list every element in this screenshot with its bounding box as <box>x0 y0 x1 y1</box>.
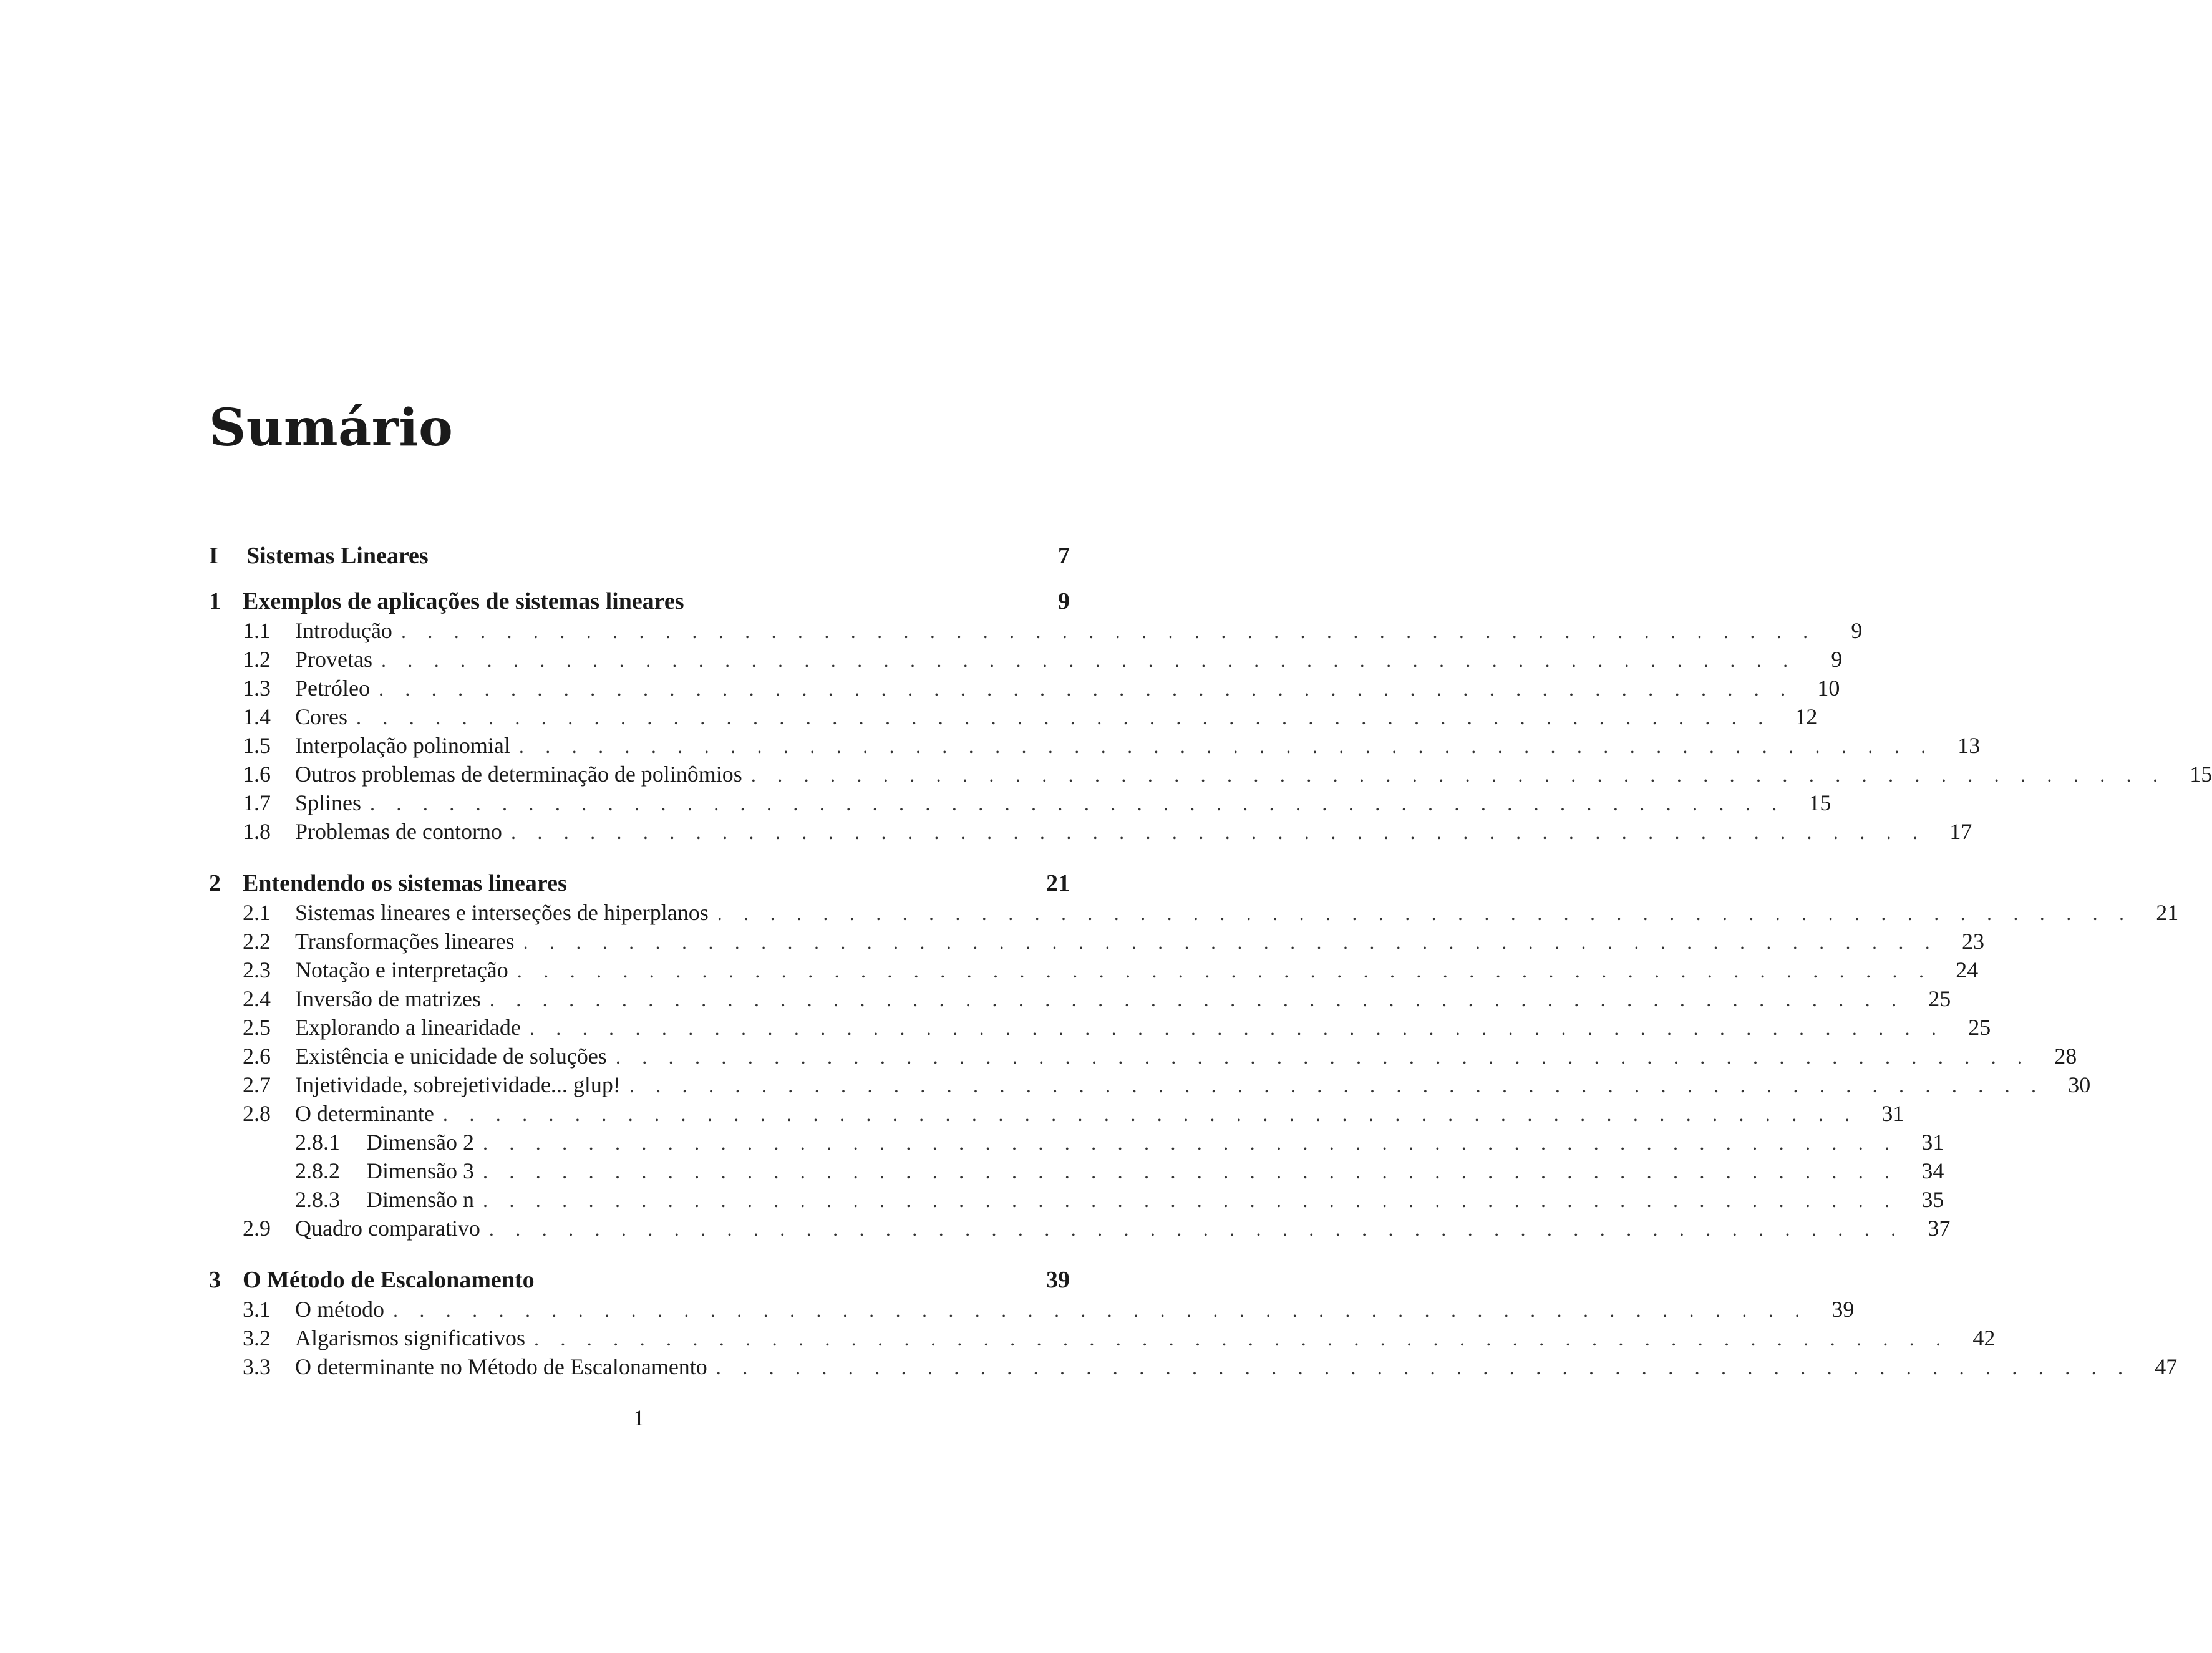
toc-section-1-4[interactable] <box>209 702 1818 731</box>
toc-section-3-1[interactable] <box>209 1295 1855 1324</box>
toc-section-1-5[interactable] <box>209 731 1981 760</box>
toc-chapter-page: 39 <box>1046 1267 1070 1293</box>
toc-section-page: 39 <box>1831 1297 1855 1322</box>
toc-dot-leader: . . . . . . . . . . . . . . . . . . . . . . . . . . . . . . . . . . . . . . . . . . . . . . . . . . . . . . <box>356 706 1772 729</box>
toc-section-2-8[interactable] <box>209 1099 1904 1128</box>
toc-section-number: 2.2 <box>243 929 271 954</box>
toc-chapter-number: 3 <box>209 1267 221 1293</box>
toc-section-page: 10 <box>1817 676 1840 700</box>
toc-dot-leader: . . . . . . . . . . . . . . . . . . . . . . . . . . . . . . . . . . . . . . . . . . . . . . . . . . . . . . <box>717 902 2133 924</box>
toc-section-1-2[interactable] <box>209 645 1843 674</box>
toc-section-number: 2.4 <box>243 986 271 1011</box>
toc-section-title: Cores <box>295 704 347 729</box>
toc-chapter-number: 1 <box>209 588 221 614</box>
toc-section-3-2[interactable] <box>209 1324 1996 1352</box>
toc-section-title: Quadro comparativo <box>295 1216 480 1241</box>
toc-section-page: 9 <box>1851 618 1863 643</box>
toc-section-number: 1.5 <box>243 733 271 758</box>
toc-part-number: I <box>209 543 218 569</box>
toc-dot-leader: . . . . . . . . . . . . . . . . . . . . . . . . . . . . . . . . . . . . . . . . . . . . . . . . . . . . . . <box>482 1160 1898 1183</box>
toc-section-title: Inversão de matrizes <box>295 986 481 1011</box>
toc-subsection-2-8-2[interactable] <box>209 1156 1944 1185</box>
toc-chapter-title: Entendendo os sistemas lineares <box>243 870 567 896</box>
toc-section-number: 1.8 <box>243 819 271 844</box>
toc-section-number: 2.1 <box>243 900 271 925</box>
toc-section-2-1[interactable] <box>209 898 2179 927</box>
toc-section-title: O método <box>295 1297 384 1322</box>
toc-section-number: 1.2 <box>243 647 271 672</box>
toc-section-number: 1.6 <box>243 762 271 787</box>
toc-dot-leader: . . . . . . . . . . . . . . . . . . . . . . . . . . . . . . . . . . . . . . . . . . . . . . . . . . . . . . <box>615 1045 2031 1068</box>
toc-section-page: 21 <box>2156 900 2179 925</box>
toc-section-2-5[interactable] <box>209 1013 1991 1042</box>
toc-section-1-7[interactable] <box>209 788 1831 817</box>
toc-subsection-number: 2.8.2 <box>295 1158 340 1183</box>
toc-section-2-6[interactable] <box>209 1042 2077 1070</box>
toc-section-2-2[interactable] <box>209 927 1984 956</box>
toc-section-page: 37 <box>1928 1216 1951 1241</box>
toc-chapter-page: 21 <box>1046 870 1070 896</box>
toc-section-page: 25 <box>1968 1015 1991 1040</box>
toc-subsection-page: 34 <box>1921 1158 1944 1183</box>
toc-section-title: Transformações lineares <box>295 929 515 954</box>
toc-section-title: Existência e unicidade de soluções <box>295 1044 607 1069</box>
toc-dot-leader: . . . . . . . . . . . . . . . . . . . . . . . . . . . . . . . . . . . . . . . . . . . . . . . . . . . . . . <box>518 735 1934 757</box>
toc-subsection-title: Dimensão n <box>366 1187 474 1212</box>
toc-dot-leader: . . . . . . . . . . . . . . . . . . . . . . . . . . . . . . . . . . . . . . . . . . . . . . . . . . . . . . <box>400 620 1817 642</box>
toc-dot-leader: . . . . . . . . . . . . . . . . . . . . . . . . . . . . . . . . . . . . . . . . . . . . . . . . . . . . . . <box>523 931 1938 953</box>
toc-section-title: Sistemas lineares e interseções de hiperplanos <box>295 900 709 925</box>
toc-subsection-page: 31 <box>1921 1130 1944 1155</box>
toc-section-number: 3.3 <box>243 1354 271 1379</box>
toc-section-number: 1.1 <box>243 618 271 643</box>
toc-section-title: Petróleo <box>295 676 370 700</box>
toc-section-page: 12 <box>1795 704 1818 729</box>
toc-section-number: 3.1 <box>243 1297 271 1322</box>
toc-chapter-2[interactable] <box>209 868 1070 898</box>
toc-section-title: Interpolação polinomial <box>295 733 510 758</box>
toc-section-title: O determinante no Método de Escalonamento <box>295 1354 707 1379</box>
toc-dot-leader: . . . . . . . . . . . . . . . . . . . . . . . . . . . . . . . . . . . . . . . . . . . . . . . . . . . . . . <box>482 1189 1898 1211</box>
toc-section-1-8[interactable] <box>209 817 1972 846</box>
toc-dot-leader: . . . . . . . . . . . . . . . . . . . . . . . . . . . . . . . . . . . . . . . . . . . . . . . . . . . . . . <box>517 959 1933 982</box>
toc-section-page: 17 <box>1949 819 1972 844</box>
toc-chapter-title: Exemplos de aplicações de sistemas lineares <box>243 588 684 614</box>
toc-subsection-title: Dimensão 2 <box>366 1130 474 1155</box>
toc-section-2-7[interactable] <box>209 1070 2091 1099</box>
toc-subsection-2-8-3[interactable] <box>209 1185 1944 1214</box>
toc-section-number: 1.7 <box>243 790 271 815</box>
toc-section-title: Outros problemas de determinação de polinômios <box>295 762 742 787</box>
toc-section-1-6[interactable] <box>209 760 2212 788</box>
toc-section-number: 2.6 <box>243 1044 271 1069</box>
toc-section-title: Notação e interpretação <box>295 957 508 982</box>
toc-section-title: Introdução <box>295 618 392 643</box>
toc-part[interactable] <box>209 536 1070 575</box>
footer-page-number: 1 <box>633 1405 644 1430</box>
toc-dot-leader: . . . . . . . . . . . . . . . . . . . . . . . . . . . . . . . . . . . . . . . . . . . . . . . . . . . . . . <box>378 677 1794 700</box>
toc-section-title: Algarismos significativos <box>295 1326 525 1350</box>
toc-section-title: Problemas de contorno <box>295 819 502 844</box>
toc-section-title: Explorando a linearidade <box>295 1015 521 1040</box>
toc-section-number: 3.2 <box>243 1326 271 1350</box>
toc-dot-leader: . . . . . . . . . . . . . . . . . . . . . . . . . . . . . . . . . . . . . . . . . . . . . . . . . . . . . . <box>488 1218 1904 1240</box>
toc-part-title: Sistemas Lineares <box>246 543 429 569</box>
toc-part-page: 7 <box>1058 543 1070 569</box>
toc-dot-leader: . . . . . . . . . . . . . . . . . . . . . . . . . . . . . . . . . . . . . . . . . . . . . . . . . . . . . . <box>489 988 1905 1011</box>
toc-dot-leader: . . . . . . . . . . . . . . . . . . . . . . . . . . . . . . . . . . . . . . . . . . . . . . . . . . . . . . <box>442 1103 1858 1125</box>
toc-section-number: 2.7 <box>243 1072 271 1097</box>
toc-section-number: 2.5 <box>243 1015 271 1040</box>
toc-section-page: 42 <box>1972 1326 1996 1350</box>
toc-chapter-3[interactable] <box>209 1265 1070 1295</box>
toc-section-number: 2.3 <box>243 957 271 982</box>
toc-section-1-3[interactable] <box>209 674 1840 702</box>
toc-subsection-number: 2.8.1 <box>295 1130 340 1155</box>
toc-dot-leader: . . . . . . . . . . . . . . . . . . . . . . . . . . . . . . . . . . . . . . . . . . . . . . . . . . . . . . <box>529 1017 1945 1039</box>
toc-dot-leader: . . . . . . . . . . . . . . . . . . . . . . . . . . . . . . . . . . . . . . . . . . . . . . . . . . . . . . <box>750 763 2166 786</box>
toc-section-2-3[interactable] <box>209 956 1979 984</box>
toc-dot-leader: . . . . . . . . . . . . . . . . . . . . . . . . . . . . . . . . . . . . . . . . . . . . . . . . . . . . . . <box>716 1356 2132 1379</box>
toc-section-page: 47 <box>2155 1354 2178 1379</box>
toc-section-1-1[interactable] <box>209 616 1863 645</box>
toc-subsection-number: 2.8.3 <box>295 1187 340 1212</box>
toc-dot-leader: . . . . . . . . . . . . . . . . . . . . . . . . . . . . . . . . . . . . . . . . . . . . . . . . . . . . . . <box>392 1299 1808 1321</box>
toc-chapter-1[interactable] <box>209 586 1070 616</box>
toc-dot-leader: . . . . . . . . . . . . . . . . . . . . . . . . . . . . . . . . . . . . . . . . . . . . . . . . . . . . . . <box>482 1132 1898 1154</box>
toc-dot-leader: . . . . . . . . . . . . . . . . . . . . . . . . . . . . . . . . . . . . . . . . . . . . . . . . . . . . . . <box>533 1327 1949 1350</box>
toc-chapter-number: 2 <box>209 870 221 896</box>
toc-section-number: 2.8 <box>243 1101 271 1126</box>
toc-section-2-9[interactable] <box>209 1214 1951 1243</box>
toc-section-title: O determinante <box>295 1101 434 1126</box>
toc-dot-leader: . . . . . . . . . . . . . . . . . . . . . . . . . . . . . . . . . . . . . . . . . . . . . . . . . . . . . . <box>370 792 1785 815</box>
toc-section-page: 15 <box>1808 790 1831 815</box>
toc-subsection-page: 35 <box>1921 1187 1944 1212</box>
toc-chapter-title: O Método de Escalonamento <box>243 1267 535 1293</box>
toc-section-page: 31 <box>1881 1101 1904 1126</box>
toc-section-page: 30 <box>2068 1072 2091 1097</box>
table-of-contents <box>209 536 2212 1381</box>
toc-dot-leader: . . . . . . . . . . . . . . . . . . . . . . . . . . . . . . . . . . . . . . . . . . . . . . . . . . . . . . <box>510 821 1926 843</box>
toc-section-number: 2.9 <box>243 1216 271 1241</box>
toc-section-page: 15 <box>2190 762 2212 787</box>
toc-section-3-3[interactable] <box>209 1352 2178 1381</box>
toc-section-page: 9 <box>1831 647 1843 672</box>
toc-subsection-2-8-1[interactable] <box>209 1128 1944 1156</box>
toc-section-2-4[interactable] <box>209 984 1951 1013</box>
toc-section-page: 28 <box>2054 1044 2077 1069</box>
toc-chapter-page: 9 <box>1058 588 1070 614</box>
toc-dot-leader: . . . . . . . . . . . . . . . . . . . . . . . . . . . . . . . . . . . . . . . . . . . . . . . . . . . . . . <box>381 649 1797 671</box>
page-title: Sumário <box>209 398 454 458</box>
toc-section-page: 24 <box>1956 957 1979 982</box>
toc-subsection-title: Dimensão 3 <box>366 1158 474 1183</box>
toc-section-page: 13 <box>1957 733 1981 758</box>
toc-section-page: 25 <box>1928 986 1951 1011</box>
toc-section-title: Injetividade, sobrejetividade... glup! <box>295 1072 621 1097</box>
toc-section-number: 1.3 <box>243 676 271 700</box>
toc-dot-leader: . . . . . . . . . . . . . . . . . . . . . . . . . . . . . . . . . . . . . . . . . . . . . . . . . . . . . . <box>629 1074 2045 1097</box>
toc-section-page: 23 <box>1961 929 1984 954</box>
toc-section-number: 1.4 <box>243 704 271 729</box>
toc-section-title: Provetas <box>295 647 372 672</box>
toc-section-title: Splines <box>295 790 362 815</box>
